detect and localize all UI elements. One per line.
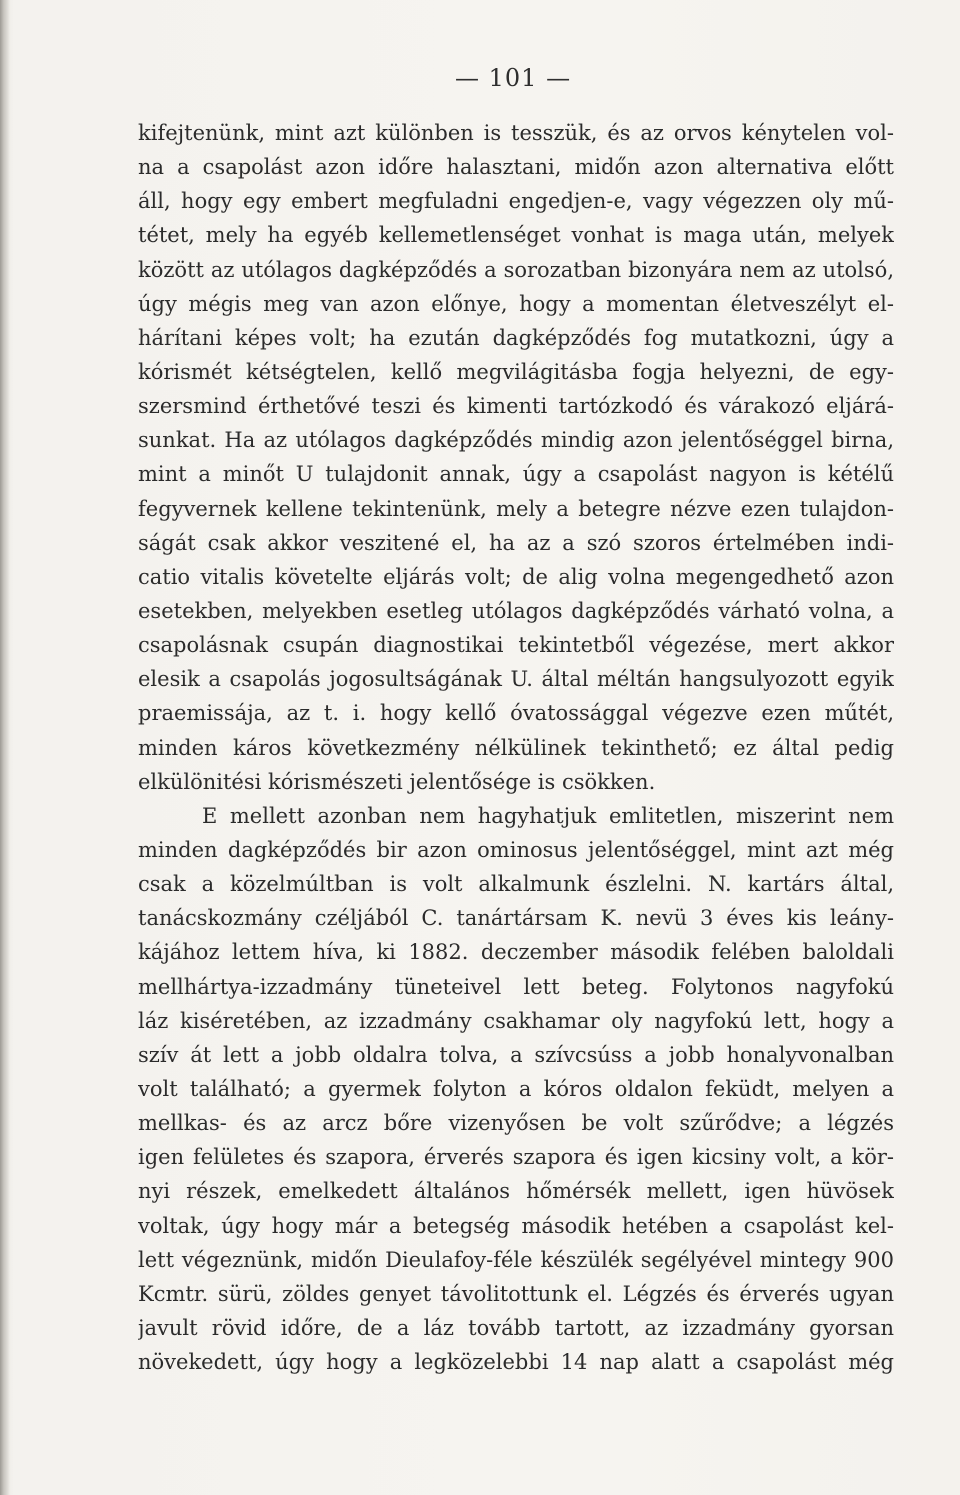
- text-line: csak a közelmúltban is volt alkalmunk észlelni. N. kartárs által,: [138, 872, 894, 897]
- text-line: tanácskozmány czéljából C. tanártársam K. nevü 3 éves kis leány-: [138, 906, 894, 931]
- text-line: fegyvernek kellene tekintenünk, mely a betegre nézve ezen tulajdon-: [138, 496, 894, 521]
- text-line: láz kiséretében, az izzadmány csakhamar oly nagyfokú lett, hogy a: [138, 1008, 894, 1033]
- text-line: lett végeznünk, midőn Dieulafoy-féle készülék segélyével mintegy 900: [138, 1247, 894, 1272]
- text-line: esetekben, melyekben esetleg utólagos dagképződés várható volna, a: [138, 598, 894, 623]
- text-line: szív át lett a jobb oldalra tolva, a szívcsúss a jobb honalyvonalban: [138, 1042, 894, 1067]
- text-line: mint a minőt U tulajdonit annak, úgy a csapolást nagyon is kétélű: [138, 462, 894, 487]
- text-line: nyi részek, emelkedett általános hőmérsék mellett, igen hüvösek: [138, 1179, 894, 1204]
- paragraph-first-line: E mellett azonban nem hagyhatjuk emlitetlen, miszerint nem: [202, 803, 894, 828]
- text-line: mellhártya-izzadmány tüneteivel lett beteg. Folytonos nagyfokú: [138, 974, 894, 999]
- text-line: voltak, úgy hogy már a betegség második hetében a csapolást kel-: [138, 1213, 894, 1238]
- text-line: sunkat. Ha az utólagos dagképződés mindig azon jelentőséggel birna,: [138, 428, 894, 453]
- body-text: [138, 116, 894, 1379]
- text-line: tétet, mely ha egyéb kellemetlenséget vonhat is maga után, melyek: [138, 223, 894, 248]
- text-line: úgy mégis meg van azon előnye, hogy a momentan életveszélyt el-: [138, 291, 894, 316]
- text-line: na a csapolást azon időre halasztani, midőn azon alternativa előtt: [138, 155, 894, 180]
- text-line: növekedett, úgy hogy a legközelebbi 14 nap alatt a csapolást még: [138, 1350, 894, 1375]
- page-spine-shadow: [0, 0, 10, 1495]
- text-line: ságát csak akkor veszitené el, ha az a szó szoros értelmében indi-: [138, 530, 894, 555]
- text-line: között az utólagos dagképződés a sorozatban bizonyára nem az utolsó,: [138, 257, 894, 282]
- text-line: kájához lettem híva, ki 1882. deczember második felében baloldali: [138, 940, 894, 965]
- paragraph-last-line: elkülönitési kórismészeti jelentősége is csökken.: [138, 769, 656, 794]
- text-line: mellkas- és az arcz bőre vizenyősen be volt szűrődve; a légzés: [138, 1111, 894, 1136]
- text-line: javult rövid időre, de a láz tovább tartott, az izzadmány gyorsan: [138, 1315, 894, 1340]
- text-line: minden káros következmény nélkülinek tekinthető; ez által pedig: [138, 735, 894, 760]
- text-line: kórismét kétségtelen, kellő megvilágitásba fogja helyezni, de egy-: [138, 359, 894, 384]
- text-line: csapolásnak csupán diagnostikai tekintetből végezése, mert akkor: [138, 633, 894, 658]
- text-line: elesik a csapolás jogosultságának U. által méltán hangsulyozott egyik: [138, 667, 894, 692]
- text-line: áll, hogy egy embert megfuladni engedjen-e, vagy végezzen oly mű-: [138, 189, 894, 214]
- text-line: volt található; a gyermek folyton a kóros oldalon feküdt, melyen a: [138, 1076, 894, 1101]
- page-number: — 101 —: [455, 64, 572, 92]
- text-line: praemissája, az t. i. hogy kellő óvatossággal végezve ezen műtét,: [138, 701, 894, 726]
- text-line: szersmind érthetővé teszi és kimenti tartózkodó és várakozó eljárá-: [138, 394, 894, 419]
- text-line: Kcmtr. sürü, zöldes genyet távolitottunk el. Légzés és érverés ugyan: [138, 1281, 894, 1306]
- text-line: kifejtenünk, mint azt különben is tesszük, és az orvos kénytelen vol-: [138, 121, 894, 145]
- text-line: hárítani képes volt; ha ezután dagképződés fog mutatkozni, úgy a: [138, 325, 894, 350]
- text-line: minden dagképződés bir azon ominosus jelentőséggel, mint azt még: [138, 837, 894, 862]
- text-line: igen felületes és szapora, érverés szapora és igen kicsiny volt, a kör-: [138, 1145, 894, 1170]
- text-line: catio vitalis követelte eljárás volt; de alig volna megengedhető azon: [138, 564, 894, 589]
